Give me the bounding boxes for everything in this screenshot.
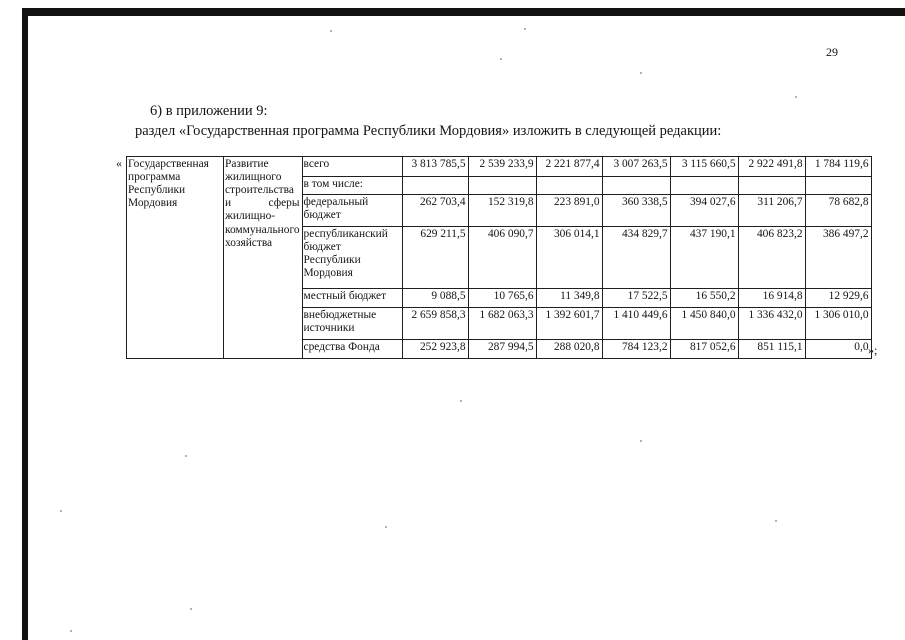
scan-speck bbox=[500, 58, 502, 60]
value-cell bbox=[805, 177, 871, 195]
value-cell: 1 410 449,6 bbox=[602, 308, 670, 340]
value-cell: 406 090,7 bbox=[468, 227, 536, 289]
row-label: средства Фонда bbox=[302, 340, 402, 359]
value-cell: 2 221 877,4 bbox=[536, 157, 602, 177]
value-cell: 394 027,6 bbox=[670, 195, 738, 227]
scan-speck bbox=[640, 440, 642, 442]
table-close-quote: »; bbox=[868, 343, 878, 357]
value-cell: 784 123,2 bbox=[602, 340, 670, 359]
table-row-total bbox=[127, 157, 872, 177]
value-cell: 1 784 119,6 bbox=[805, 157, 871, 177]
value-cell bbox=[602, 177, 670, 195]
value-cell: 2 659 858,3 bbox=[402, 308, 468, 340]
value-cell: 1 336 432,0 bbox=[738, 308, 805, 340]
row-label: республиканский бюджет Республики Мордовия bbox=[302, 227, 402, 289]
value-cell: 1 682 063,3 bbox=[468, 308, 536, 340]
value-cell: 10 765,6 bbox=[468, 289, 536, 308]
value-cell: 17 522,5 bbox=[602, 289, 670, 308]
value-cell: 1 450 840,0 bbox=[670, 308, 738, 340]
scan-speck bbox=[60, 510, 62, 512]
value-cell: 360 338,5 bbox=[602, 195, 670, 227]
scan-speck bbox=[385, 526, 387, 528]
value-cell: 3 813 785,5 bbox=[402, 157, 468, 177]
value-cell: 3 007 263,5 bbox=[602, 157, 670, 177]
subprogram-name-cell: Развитие жилищного строительства и сферы жилищно-коммунального хозяйства bbox=[224, 157, 303, 359]
value-cell: 16 550,2 bbox=[670, 289, 738, 308]
value-cell: 11 349,8 bbox=[536, 289, 602, 308]
amendment-item-heading: 6) в приложении 9: bbox=[150, 103, 268, 119]
row-label: всего bbox=[302, 157, 402, 177]
scan-left-edge bbox=[22, 8, 28, 640]
value-cell: 3 115 660,5 bbox=[670, 157, 738, 177]
value-cell bbox=[468, 177, 536, 195]
row-label: местный бюджет bbox=[302, 289, 402, 308]
budget-table bbox=[126, 156, 872, 359]
scan-speck bbox=[775, 520, 777, 522]
value-cell: 2 922 491,8 bbox=[738, 157, 805, 177]
value-cell bbox=[738, 177, 805, 195]
amendment-item-text: раздел «Государственная программа Республики Мордовия» изложить в следующей редакции: bbox=[135, 123, 722, 139]
scan-speck bbox=[330, 30, 332, 32]
value-cell: 406 823,2 bbox=[738, 227, 805, 289]
value-cell: 1 306 010,0 bbox=[805, 308, 871, 340]
scan-top-edge bbox=[22, 8, 905, 16]
value-cell: 0,0 bbox=[805, 340, 871, 359]
value-cell bbox=[402, 177, 468, 195]
row-label: федеральный бюджет bbox=[302, 195, 402, 227]
value-cell: 252 923,8 bbox=[402, 340, 468, 359]
value-cell: 306 014,1 bbox=[536, 227, 602, 289]
value-cell: 223 891,0 bbox=[536, 195, 602, 227]
scan-speck bbox=[190, 608, 192, 610]
scan-speck bbox=[640, 72, 642, 74]
value-cell: 16 914,8 bbox=[738, 289, 805, 308]
value-cell: 2 539 233,9 bbox=[468, 157, 536, 177]
scan-speck bbox=[185, 455, 187, 457]
value-cell: 1 392 601,7 bbox=[536, 308, 602, 340]
table-open-quote: « bbox=[116, 156, 122, 170]
value-cell: 629 211,5 bbox=[402, 227, 468, 289]
value-cell: 434 829,7 bbox=[602, 227, 670, 289]
value-cell: 851 115,1 bbox=[738, 340, 805, 359]
value-cell: 311 206,7 bbox=[738, 195, 805, 227]
value-cell: 78 682,8 bbox=[805, 195, 871, 227]
value-cell: 9 088,5 bbox=[402, 289, 468, 308]
scan-speck bbox=[795, 96, 797, 98]
scan-speck bbox=[70, 630, 72, 632]
program-name-cell: Государственная программа Республики Мордовия bbox=[127, 157, 224, 359]
value-cell: 817 052,6 bbox=[670, 340, 738, 359]
value-cell bbox=[536, 177, 602, 195]
value-cell: 152 319,8 bbox=[468, 195, 536, 227]
value-cell: 262 703,4 bbox=[402, 195, 468, 227]
scan-speck bbox=[460, 400, 462, 402]
row-label: в том числе: bbox=[302, 177, 402, 195]
scan-speck bbox=[524, 28, 526, 30]
value-cell: 12 929,6 bbox=[805, 289, 871, 308]
value-cell: 287 994,5 bbox=[468, 340, 536, 359]
row-label: внебюджетные источники bbox=[302, 308, 402, 340]
value-cell: 437 190,1 bbox=[670, 227, 738, 289]
page-number: 29 bbox=[826, 45, 838, 59]
value-cell bbox=[670, 177, 738, 195]
value-cell: 288 020,8 bbox=[536, 340, 602, 359]
value-cell: 386 497,2 bbox=[805, 227, 871, 289]
